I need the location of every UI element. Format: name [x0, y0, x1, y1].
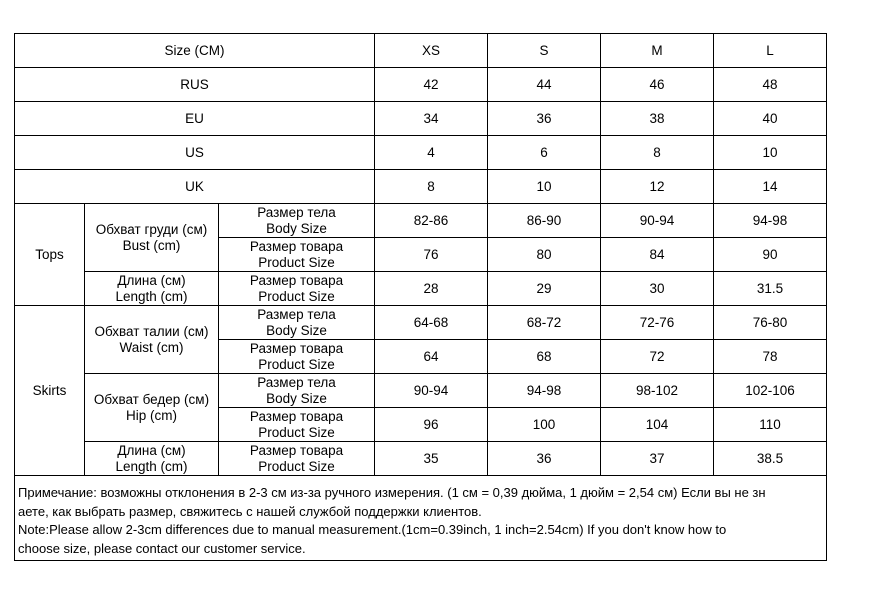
row-label-rus: RUS [15, 68, 375, 102]
table-cell: 76 [375, 238, 488, 272]
size-s-header: S [488, 34, 601, 68]
table-row-eu [15, 102, 827, 136]
measurement-note [15, 476, 827, 561]
table-row-us [15, 136, 827, 170]
table-cell: 76-80 [714, 306, 827, 340]
table-cell: 35 [375, 442, 488, 476]
row-label-uk: UK [15, 170, 375, 204]
table-cell: 72 [601, 340, 714, 374]
table-row-skirts-length-product [15, 442, 827, 476]
table-cell: 86-90 [488, 204, 601, 238]
table-cell: 94-98 [714, 204, 827, 238]
size-l-header: L [714, 34, 827, 68]
table-cell: 42 [375, 68, 488, 102]
note-en-line-2: choose size, please contact our customer service. [18, 540, 306, 556]
table-cell: 28 [375, 272, 488, 306]
table-row-rus [15, 68, 827, 102]
table-cell: 82-86 [375, 204, 488, 238]
size-header-label: Size (CM) [15, 34, 375, 68]
row-label-eu: EU [15, 102, 375, 136]
table-cell: 8 [601, 136, 714, 170]
table-cell: 31.5 [714, 272, 827, 306]
table-cell: 6 [488, 136, 601, 170]
table-cell: 10 [714, 136, 827, 170]
row-label-us: US [15, 136, 375, 170]
table-cell: 68-72 [488, 306, 601, 340]
measure-label-hip: Обхват бедер (см) Hip (cm) [85, 374, 219, 442]
table-cell: 44 [488, 68, 601, 102]
table-cell: 12 [601, 170, 714, 204]
header-row [15, 34, 827, 68]
measure-label-bust: Обхват груди (см) Bust (cm) [85, 204, 219, 272]
table-cell: 46 [601, 68, 714, 102]
note-en-line-1: Note:Please allow 2-3cm differences due to manual measurement.(1cm=0.39inch, 1 inch=2.54cm) If you don't know how to [18, 522, 727, 537]
measure-label-waist: Обхват талии (см) Waist (cm) [85, 306, 219, 374]
table-cell: 4 [375, 136, 488, 170]
table-cell: 98-102 [601, 374, 714, 408]
size-type-body: Размер тела Body Size [219, 306, 375, 340]
table-cell: 94-98 [488, 374, 601, 408]
table-row-skirts-hip-body [15, 374, 827, 408]
table-cell: 90-94 [601, 204, 714, 238]
table-cell: 14 [714, 170, 827, 204]
table-cell: 78 [714, 340, 827, 374]
table-cell: 104 [601, 408, 714, 442]
table-cell: 90 [714, 238, 827, 272]
table-cell: 38 [601, 102, 714, 136]
size-type-product: Размер товара Product Size [219, 340, 375, 374]
table-row-tops-bust-body [15, 204, 827, 238]
table-cell: 64 [375, 340, 488, 374]
table-cell: 36 [488, 102, 601, 136]
table-cell: 10 [488, 170, 601, 204]
table-cell: 36 [488, 442, 601, 476]
table-cell: 38.5 [714, 442, 827, 476]
table-cell: 48 [714, 68, 827, 102]
table-cell: 37 [601, 442, 714, 476]
table-cell: 72-76 [601, 306, 714, 340]
table-cell: 40 [714, 102, 827, 136]
measure-label-tops-length: Длина (см) Length (cm) [85, 272, 219, 306]
table-cell: 90-94 [375, 374, 488, 408]
table-cell: 68 [488, 340, 601, 374]
table-row-tops-length-product [15, 272, 827, 306]
note-ru-line-2: аете, как выбрать размер, свяжитесь с нашей службой поддержки клиентов. [18, 503, 482, 519]
note-row [15, 476, 827, 561]
table-cell: 100 [488, 408, 601, 442]
section-label-skirts: Skirts [15, 306, 85, 476]
size-type-body: Размер тела Body Size [219, 374, 375, 408]
table-cell: 64-68 [375, 306, 488, 340]
table-cell: 8 [375, 170, 488, 204]
size-xs-header: XS [375, 34, 488, 68]
size-type-product: Размер товара Product Size [219, 238, 375, 272]
measure-label-skirts-length: Длина (см) Length (cm) [85, 442, 219, 476]
table-cell: 84 [601, 238, 714, 272]
table-cell: 30 [601, 272, 714, 306]
table-row-uk [15, 170, 827, 204]
size-type-product: Размер товара Product Size [219, 442, 375, 476]
table-cell: 80 [488, 238, 601, 272]
size-chart-table [14, 33, 827, 561]
size-m-header: M [601, 34, 714, 68]
size-type-body: Размер тела Body Size [219, 204, 375, 238]
size-type-product: Размер товара Product Size [219, 408, 375, 442]
size-type-product: Размер товара Product Size [219, 272, 375, 306]
note-ru-line-1: Примечание: возможны отклонения в 2-3 см из-за ручного измерения. (1 см = 0,39 дюйма, 1 дюйм = 2,54 см) Если вы не зн [18, 485, 766, 500]
section-label-tops: Tops [15, 204, 85, 306]
table-cell: 110 [714, 408, 827, 442]
table-cell: 34 [375, 102, 488, 136]
table-row-skirts-waist-body [15, 306, 827, 340]
table-cell: 102-106 [714, 374, 827, 408]
table-cell: 29 [488, 272, 601, 306]
table-cell: 96 [375, 408, 488, 442]
